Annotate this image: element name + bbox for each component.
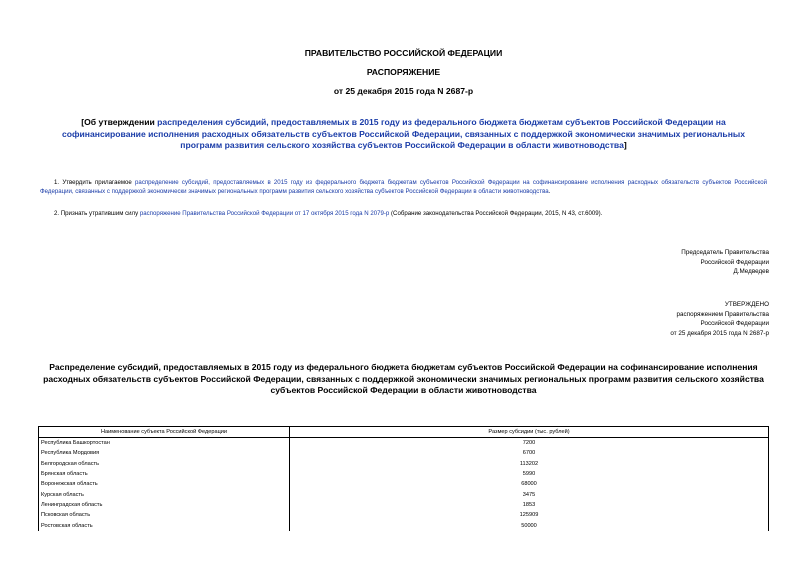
approved-line-2: распоряжением Правительства xyxy=(676,310,769,318)
table-row xyxy=(39,438,769,449)
amount-cell: 6700 xyxy=(290,448,769,458)
table-header-row xyxy=(39,427,769,438)
region-cell: Брянская область xyxy=(39,469,290,479)
document-type-heading: РАСПОРЯЖЕНИЕ xyxy=(366,67,441,77)
amount-cell: 50000 xyxy=(290,520,769,530)
amount-cell: 113202 xyxy=(290,459,769,469)
title-open: [Об утверждении xyxy=(81,117,158,127)
subsidy-table xyxy=(38,426,769,531)
region-cell: Курская область xyxy=(39,489,290,499)
table-row xyxy=(39,459,769,469)
table-row xyxy=(39,500,769,510)
region-cell: Республика Мордовия xyxy=(39,448,290,458)
approved-block xyxy=(670,300,769,338)
approved-line-3: Российской Федерации xyxy=(700,320,769,327)
table-row xyxy=(39,448,769,458)
title-close: ] xyxy=(623,140,627,150)
table-row xyxy=(39,489,769,499)
signature-line-2: Российской Федерации xyxy=(700,258,769,266)
approved-line-1: УТВЕРЖДЕНО xyxy=(724,301,769,308)
table-row xyxy=(39,469,769,479)
amount-cell: 1853 xyxy=(290,500,769,510)
region-cell: Республика Башкортостан xyxy=(39,438,290,449)
region-cell: Ленинградская область xyxy=(39,500,290,510)
paragraph-2-end: (Собрание законодательства Российской Федерации, 2015, N 43, ст.6009). xyxy=(389,210,603,217)
paragraph-1-start: 1. Утвердить прилагаемое xyxy=(54,179,136,186)
signature-line-1: Председатель Правительства xyxy=(681,249,769,256)
government-heading: ПРАВИТЕЛЬСТВО РОССИЙСКОЙ ФЕДЕРАЦИИ xyxy=(304,48,503,58)
document-date-number: от 25 декабря 2015 года N 2687-р xyxy=(333,86,474,96)
table-row xyxy=(39,510,769,520)
region-cell: Белгородская область xyxy=(39,459,290,469)
distribution-title: Распределение субсидий, предоставляемых в 2015 году из федерального бюджета бюджетам субъектов Российской Федерации на софинансирование исполнения расходных обязательств субъектов Российской Федерации, связанных с поддержкой экономически значимых региональных программ развития сельского хозяйства субъектов Российской Федерации в области животноводства xyxy=(43,362,764,395)
region-cell: Псковская область xyxy=(39,510,290,520)
document-title xyxy=(40,117,767,152)
paragraph-2-link[interactable]: распоряжение Правительства Российской Федерации от 17 октября 2015 года N 2079-р xyxy=(139,210,390,217)
column-header-region: Наименование субъекта Российской Федерации xyxy=(39,427,290,438)
amount-cell: 7200 xyxy=(290,438,769,449)
amount-cell: 3475 xyxy=(290,489,769,499)
region-cell: Ростовская область xyxy=(39,520,290,530)
signature-line-3: Д.Медведев xyxy=(733,268,769,275)
paragraph-1-end: . xyxy=(548,188,551,195)
title-link[interactable]: распределения субсидий, предоставляемых в 2015 году из федерального бюджета бюджетам субъектов Российской Федерации на софинансирование исполнения расходных обязательств субъектов Российской Федерации, связанных с поддержкой экономически значимых региональных программ развития сельского хозяйства субъектов Российской Федерации в области животноводства xyxy=(61,117,746,150)
table-row xyxy=(39,520,769,530)
region-cell: Воронежская область xyxy=(39,479,290,489)
paragraph-2 xyxy=(40,209,767,218)
paragraph-1 xyxy=(40,178,767,196)
column-header-amount: Размер субсидии (тыс. рублей) xyxy=(290,427,769,438)
table-row xyxy=(39,479,769,489)
amount-cell: 5990 xyxy=(290,469,769,479)
amount-cell: 125909 xyxy=(290,510,769,520)
approved-line-4: от 25 декабря 2015 года N 2687-р xyxy=(670,329,769,337)
paragraph-2-start: 2. Признать утратившим силу xyxy=(54,210,140,217)
signature-block xyxy=(681,248,769,277)
paragraph-1-link[interactable]: распределение субсидий, предоставляемых в 2015 году из федерального бюджета бюджетам субъектов Российской Федерации на софинансирование исполнения расходных обязательств субъектов Российской Федерации, связанных с поддержкой экономически значимых региональных программ развития сельского хозяйства субъектов Российской Федерации в области животноводства xyxy=(40,179,767,195)
amount-cell: 68000 xyxy=(290,479,769,489)
